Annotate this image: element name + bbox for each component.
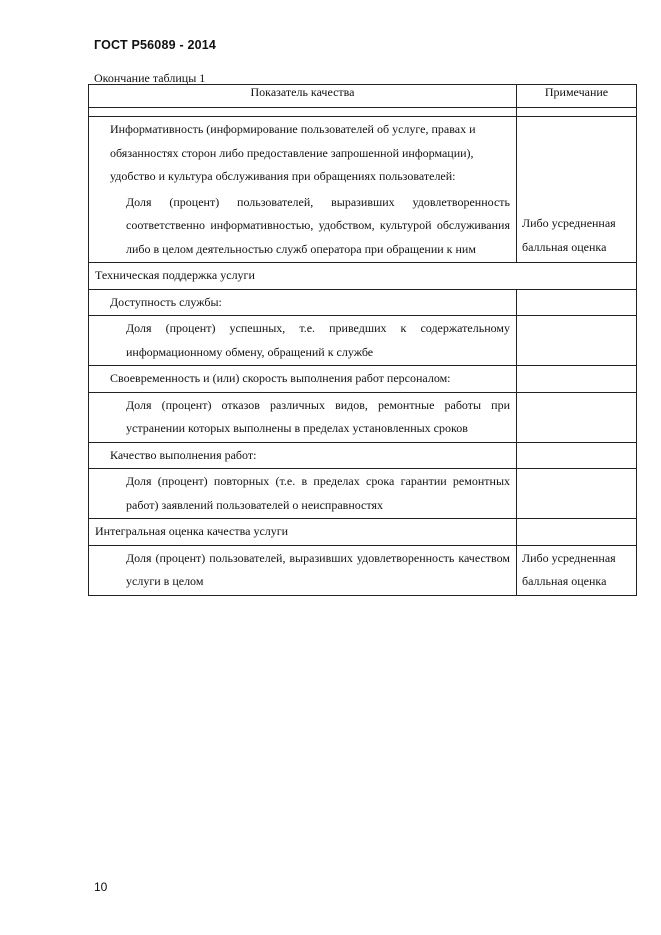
page-number: 10 [94, 880, 108, 894]
quality-table [88, 84, 637, 596]
indicator-cell: Доля (процент) успешных, т.е. приведших к содержательному информационному обмену, обращений к службе [89, 316, 517, 366]
note-cell [517, 289, 637, 316]
table-row [89, 289, 637, 316]
indicator-cell: Доля (процент) повторных (т.е. в пределах срока гарантии ремонтных работ) заявлений пользователей о неисправностях [89, 469, 517, 519]
note-cell [517, 117, 637, 263]
table-row [89, 392, 637, 442]
note-cell [517, 316, 637, 366]
document-header: ГОСТ Р56089 - 2014 [94, 38, 217, 52]
spacer-cell [517, 108, 637, 117]
table-row [89, 469, 637, 519]
table-row [89, 263, 637, 290]
column-header-note: Примечание [517, 85, 637, 108]
note-cell [517, 469, 637, 519]
table-row [89, 117, 637, 190]
note-cell: Либо усредненная балльная оценка [517, 545, 637, 595]
indicator-cell: Своевременность и (или) скорость выполнения работ персоналом: [89, 366, 517, 393]
note-text: Либо усредненная балльная оценка [522, 216, 616, 254]
table-row [89, 545, 637, 595]
note-cell [517, 392, 637, 442]
spacer-row [89, 108, 637, 117]
spacer-cell [89, 108, 517, 117]
column-header-indicator: Показатель качества [89, 85, 517, 108]
note-cell [517, 442, 637, 469]
indicator-cell: Доля (процент) пользователей, выразивших удовлетворенность качеством услуги в целом [89, 545, 517, 595]
section-heading-cell: Техническая поддержка услуги [89, 263, 637, 290]
table-header-row [89, 85, 637, 108]
indicator-cell: Доля (процент) отказов различных видов, ремонтные работы при устранении которых выполнены в пределах установленных сроков [89, 392, 517, 442]
note-cell [517, 519, 637, 546]
table-row [89, 519, 637, 546]
indicator-cell: Качество выполнения работ: [89, 442, 517, 469]
indicator-cell: Доля (процент) пользователей, выразивших удовлетворенность соответственно информативностью, удобством, культурой обслуживания либо в целом деятельностью служб оператора при обращении к ним [89, 190, 517, 263]
section-heading-cell: Интегральная оценка качества услуги [89, 519, 517, 546]
note-cell [517, 366, 637, 393]
table-row [89, 442, 637, 469]
table-row [89, 366, 637, 393]
table-caption: Окончание таблицы 1 [94, 71, 206, 85]
table-row [89, 316, 637, 366]
indicator-cell: Доступность службы: [89, 289, 517, 316]
indicator-cell: Информативность (информирование пользователей об услуге, правах и обязанностях сторон либо предоставление запрошенной информации), удобство и культура обслуживания при обращениях пользователей: [89, 117, 517, 190]
